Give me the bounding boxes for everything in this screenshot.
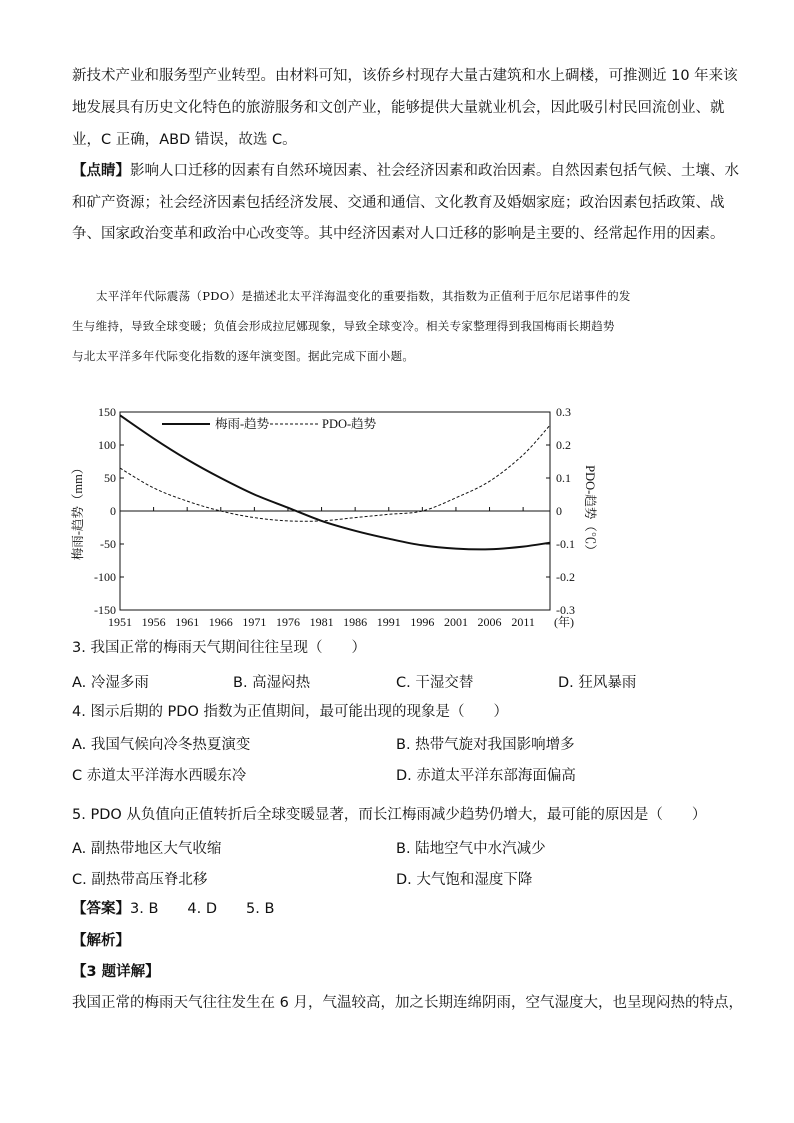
q5-option-b: B. 陆地空气中水汽减少 bbox=[396, 841, 546, 857]
x-tick-label: 1991 bbox=[376, 615, 401, 629]
x-tick-label: 2006 bbox=[477, 615, 502, 629]
text-line: 地发展具有历史文化特色的旅游服务和文创产业，能够提供大量就业机会，因此吸引村民回流创业、就 bbox=[72, 100, 725, 116]
answer-text: 3. B 4. D 5. B bbox=[130, 901, 275, 917]
y-left-tick-label: 100 bbox=[98, 438, 116, 452]
q4-option-b: B. 热带气旋对我国影响增多 bbox=[396, 737, 575, 753]
x-tick-label: 1951 bbox=[108, 615, 132, 629]
legend-meiyu-label: 梅雨-趋势 bbox=[215, 417, 270, 431]
x-tick-label: 1981 bbox=[309, 615, 334, 629]
y-right-tick-label: -0.2 bbox=[556, 570, 575, 584]
dianjing-tag: 【点睛】 bbox=[72, 163, 130, 179]
q3-option-b: B. 高湿闷热 bbox=[233, 675, 311, 691]
y-left-tick-label: 0 bbox=[110, 504, 116, 518]
q3-option-a: A. 冷湿多雨 bbox=[72, 675, 149, 691]
text-line: 争、国家政治变革和政治中心改变等。其中经济因素对人口迁移的影响是主要的、经常起作用的因素。 bbox=[72, 226, 725, 242]
x-tick-label: 1956 bbox=[141, 615, 166, 629]
q3-option-c: C. 干湿交替 bbox=[396, 675, 474, 691]
dianjing-text: 影响人口迁移的因素有自然环境因素、社会经济因素和政治因素。自然因素包括气候、土壤、水 bbox=[130, 163, 739, 179]
q3-stem: 3. 我国正常的梅雨天气期间往往呈现（ ） bbox=[72, 640, 366, 656]
q4-option-c: C 赤道太平洋海水西暖东冷 bbox=[72, 768, 247, 784]
x-tick-label: 1986 bbox=[343, 615, 368, 629]
material-line: 生与维持，导致全球变暖；负值会形成拉尼娜现象，导致全球变冷。相关专家整理得到我国梅雨长期趋势 bbox=[72, 319, 615, 333]
y-left-tick-label: -150 bbox=[94, 603, 116, 617]
x-tick-label: 1976 bbox=[275, 615, 300, 629]
x-unit-label: (年) bbox=[554, 615, 574, 629]
text-line: 业，C 正确，ABD 错误，故选 C。 bbox=[72, 132, 297, 148]
y-right-tick-label: 0.3 bbox=[556, 405, 571, 419]
y-left-tick-label: -50 bbox=[100, 537, 116, 551]
analysis-tag: 【解析】 bbox=[72, 933, 130, 949]
answer-line bbox=[72, 899, 722, 919]
y-left-tick-label: 150 bbox=[98, 405, 116, 419]
y-right-tick-label: -0.1 bbox=[556, 537, 575, 551]
text-line: 新技术产业和服务型产业转型。由材料可知，该侨乡村现存大量古建筑和水上碉楼，可推测近 10 年来该 bbox=[72, 68, 738, 84]
material-line: 太平洋年代际震荡（PDO）是描述北太平洋海温变化的重要指数，其指数为正值利于厄尔尼诺事件的发 bbox=[96, 289, 631, 303]
q3-option-d: D. 狂风暴雨 bbox=[558, 675, 637, 691]
x-tick-label: 1996 bbox=[410, 615, 435, 629]
y-left-tick-label: -100 bbox=[94, 570, 116, 584]
y-right-axis-title: PDO-趋势（℃） bbox=[583, 465, 597, 557]
x-tick-label: 1961 bbox=[175, 615, 200, 629]
q5-option-d: D. 大气饱和湿度下降 bbox=[396, 872, 533, 888]
y-right-tick-label: 0 bbox=[556, 504, 562, 518]
y-right-tick-label: 0.2 bbox=[556, 438, 571, 452]
detail3-line: 我国正常的梅雨天气往往发生在 6 月，气温较高，加之长期连绵阴雨，空气湿度大，也呈现闷热的特点， bbox=[72, 995, 743, 1011]
meiyu-pdo-chart bbox=[60, 398, 597, 638]
q5-option-c: C. 副热带高压脊北移 bbox=[72, 872, 208, 888]
y-right-tick-label: 0.1 bbox=[556, 471, 571, 485]
pdo-trend-line bbox=[120, 425, 550, 521]
q5-stem: 5. PDO 从负值向正值转折后全球变暖显著，而长江梅雨减少趋势仍增大，最可能的原因是（ ） bbox=[72, 807, 707, 823]
legend-pdo-label: PDO-趋势 bbox=[322, 417, 377, 431]
x-tick-label: 2001 bbox=[443, 615, 468, 629]
x-tick-label: 1966 bbox=[208, 615, 233, 629]
detail3-tag: 【3 题详解】 bbox=[72, 964, 160, 980]
y-left-axis-title: 梅雨-趋势（mm） bbox=[71, 461, 85, 561]
y-left-tick-label: 50 bbox=[104, 471, 116, 485]
material-line: 与北太平洋多年代际变化指数的逐年演变图。据此完成下面小题。 bbox=[72, 349, 415, 363]
x-tick-label: 1971 bbox=[242, 615, 267, 629]
dianjing-line bbox=[72, 161, 739, 181]
x-tick-label: 2011 bbox=[511, 615, 535, 629]
q4-option-a: A. 我国气候向冷冬热夏演变 bbox=[72, 737, 251, 753]
answer-tag: 【答案】 bbox=[72, 901, 130, 917]
text-line: 和矿产资源；社会经济因素包括经济发展、交通和通信、文化教育及婚姻家庭；政治因素包括政策、战 bbox=[72, 195, 725, 211]
meiyu-trend-line bbox=[120, 415, 550, 549]
y-right-tick-label: -0.3 bbox=[556, 603, 575, 617]
q4-stem: 4. 图示后期的 PDO 指数为正值期间，最可能出现的现象是（ ） bbox=[72, 704, 508, 720]
q5-option-a: A. 副热带地区大气收缩 bbox=[72, 841, 222, 857]
q4-option-d: D. 赤道太平洋东部海面偏高 bbox=[396, 768, 576, 784]
